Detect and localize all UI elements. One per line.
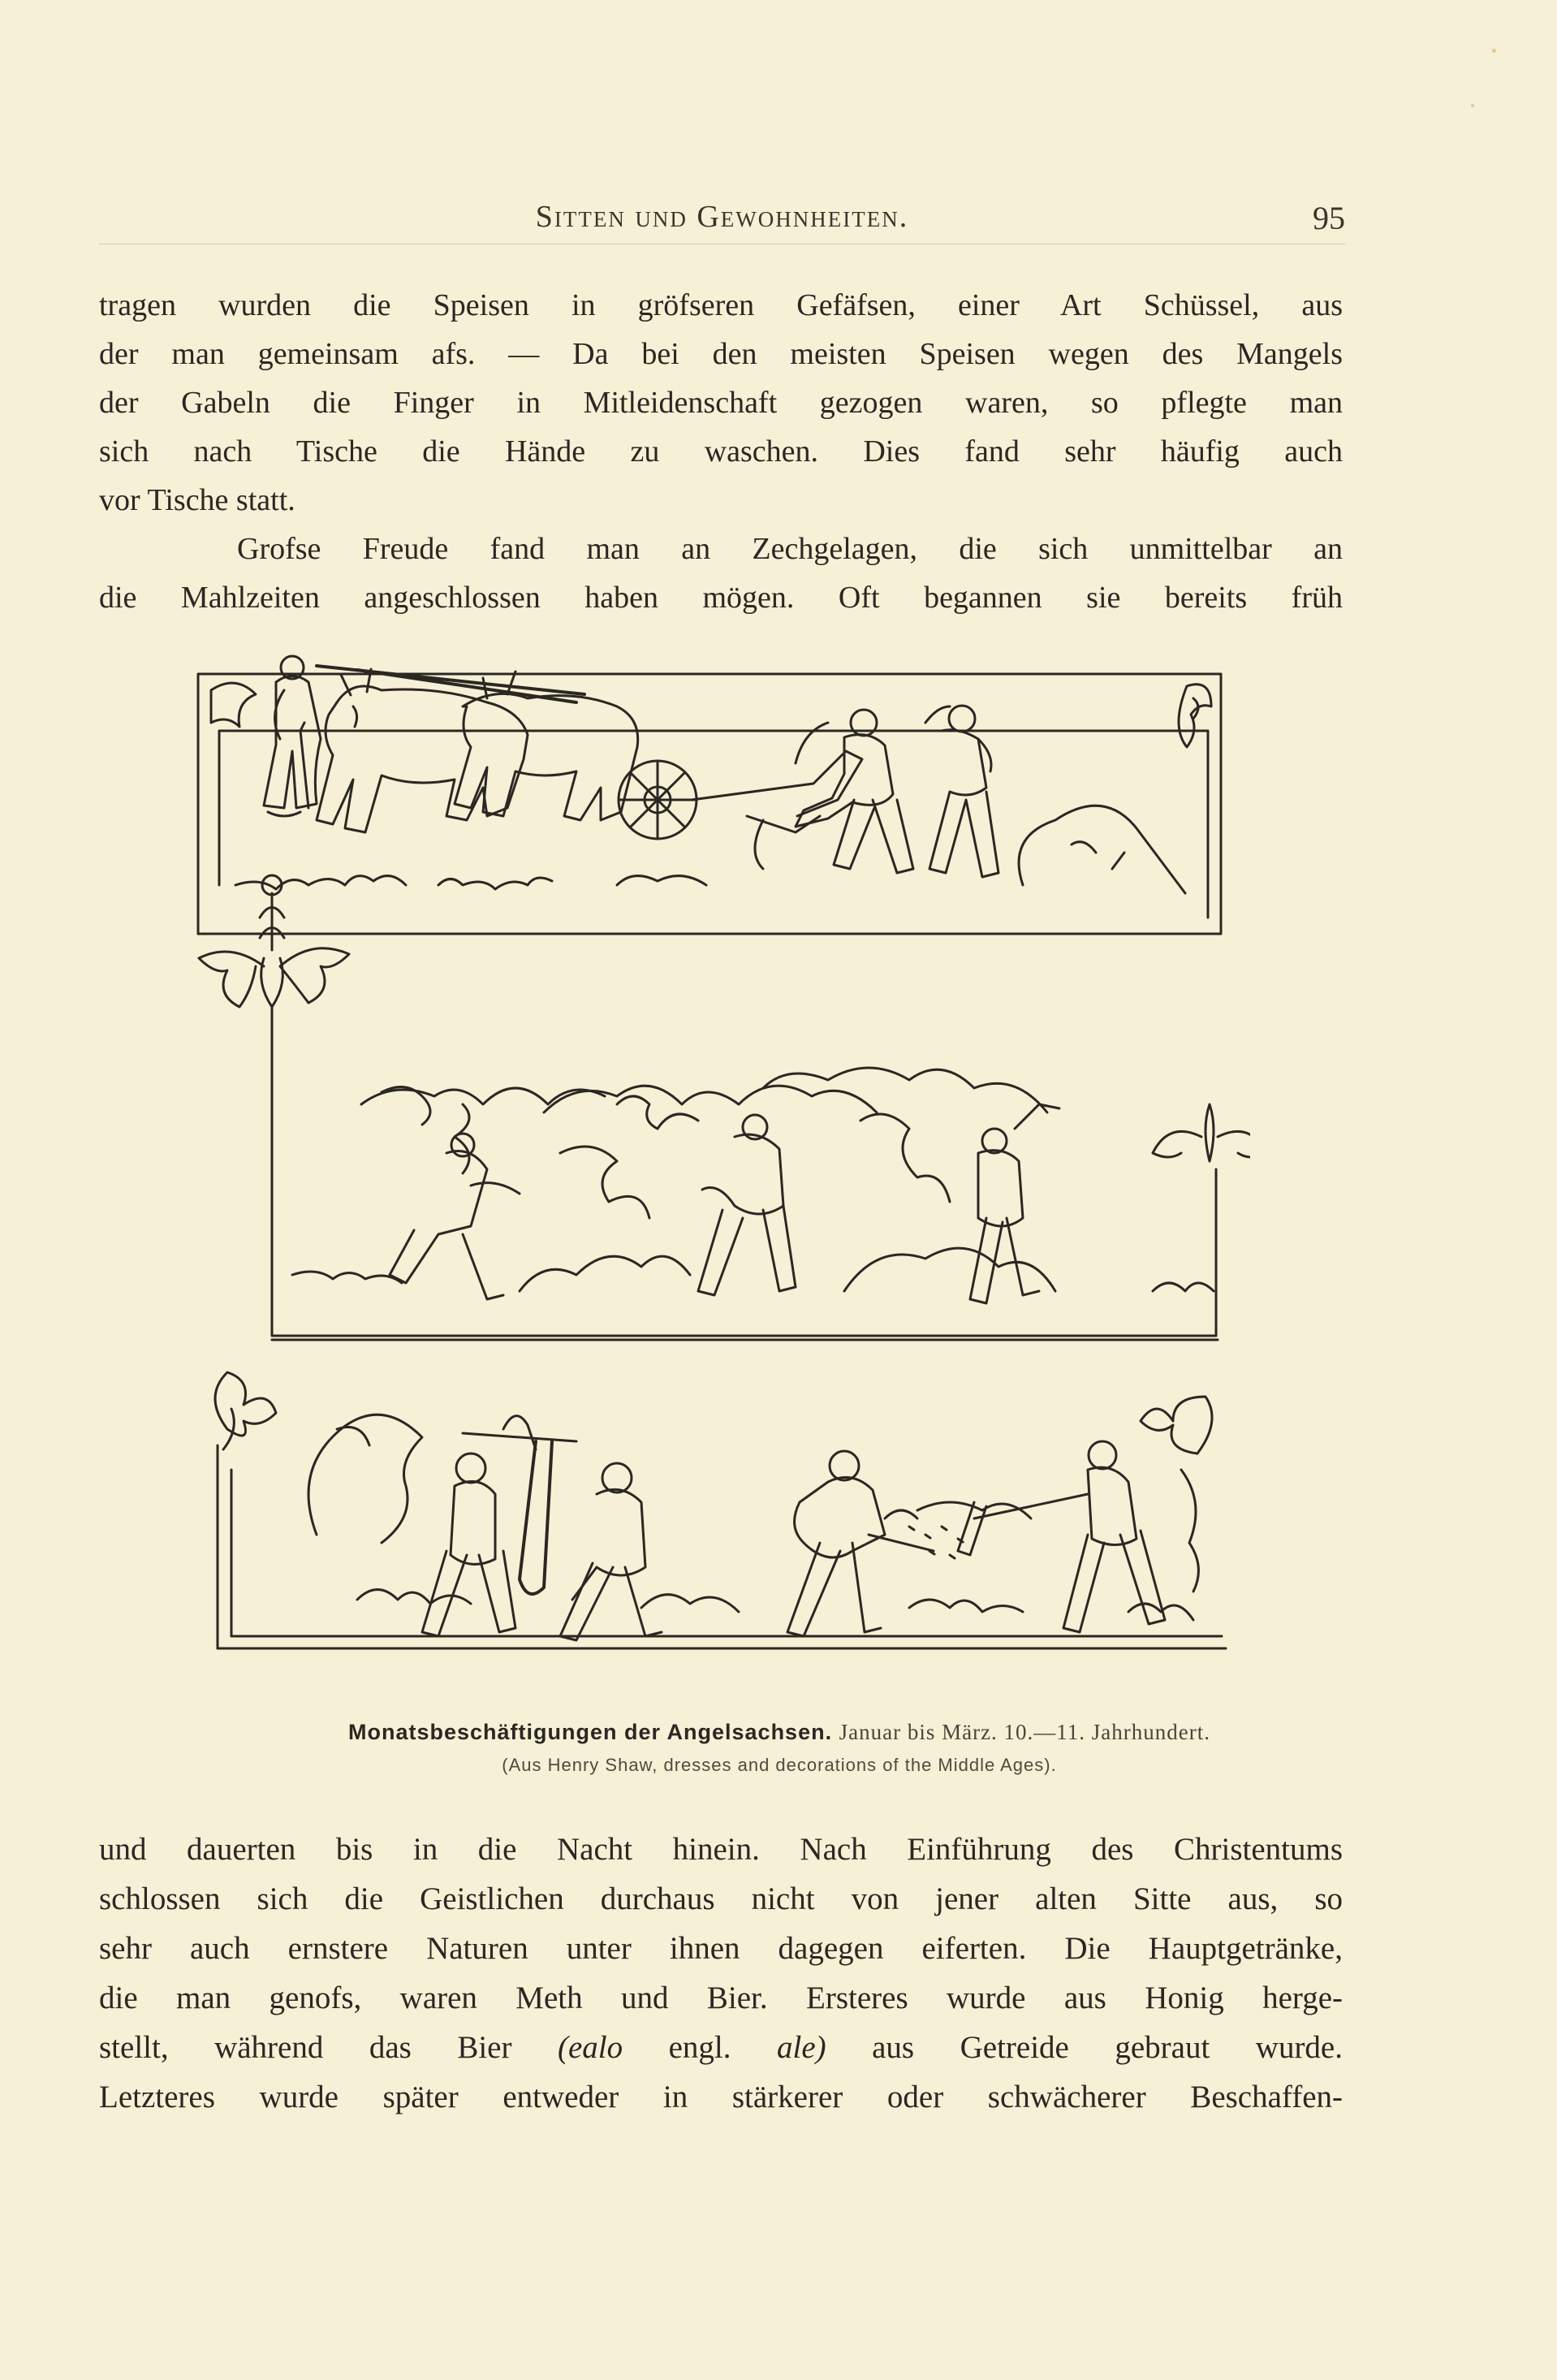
- text-line: schlossen sich die Geistlichen durchaus nicht von jener alten Sitte aus, so: [99, 1881, 1343, 1916]
- text-line: sehr auch ernstere Naturen unter ihnen dagegen eiferten. Die Hauptgetränke,: [99, 1931, 1343, 1966]
- text-line: und dauerten bis in die Nacht hinein. Nach Einführung des Christentums: [99, 1832, 1343, 1867]
- text-run: stellt, während das Bier: [99, 2030, 558, 2065]
- panel-march: [215, 1372, 1226, 1648]
- illustration-svg: [195, 650, 1250, 1697]
- page-number: 95: [1313, 200, 1345, 236]
- text-line: Grofse Freude fand man an Zechgelagen, die sich unmittelbar an: [237, 532, 1343, 566]
- caption-source-suffix: ).: [1044, 1755, 1057, 1775]
- caption-subtitle: Januar bis März. 10.—11. Jahrhundert.: [839, 1720, 1211, 1744]
- panel-january: [198, 656, 1221, 934]
- page-header: [99, 199, 1345, 248]
- caption-source-prefix: (Aus Henry Shaw,: [502, 1755, 664, 1775]
- text-line: Letzteres wurde später entweder in stärkerer oder schwächerer Beschaffen-: [99, 2080, 1343, 2114]
- text-line: vor Tische statt.: [99, 483, 295, 517]
- text-line: tragen wurden die Speisen in gröfseren Gefäfsen, einer Art Schüssel, aus: [99, 288, 1343, 322]
- caption-source: [97, 1755, 1461, 1776]
- text-line: der man gemeinsam afs. — Da bei den meisten Speisen wegen des Mangels: [99, 337, 1343, 371]
- text-line: [99, 2023, 1343, 2072]
- paragraph-top: [99, 281, 1343, 622]
- running-title: Sitten und Gewohnheiten.: [535, 200, 909, 234]
- text-run: engl.: [623, 2030, 777, 2065]
- text-line: der Gabeln die Finger in Mitleidenschaft gezogen waren, so pflegte man: [99, 386, 1343, 420]
- caption-source-title: dresses and decorations of the Middle Ages: [663, 1755, 1045, 1775]
- text-run: aus Getreide gebraut wurde.: [826, 2030, 1343, 2065]
- paper-speck: [1492, 49, 1496, 53]
- caption-title-line: [97, 1720, 1461, 1745]
- paper-speck: [1471, 104, 1474, 107]
- text-line: die Mahlzeiten angeschlossen haben mögen. Oft begannen sie bereits früh: [99, 581, 1343, 615]
- text-run-italic: ale): [776, 2030, 826, 2065]
- caption-title: Monatsbeschäftigungen der Angelsachsen.: [347, 1720, 833, 1744]
- text-run-italic: (ealo: [557, 2030, 623, 2065]
- panel-february: [199, 875, 1250, 1340]
- text-line: die man genofs, waren Meth und Bier. Ersteres wurde aus Honig herge-: [99, 1980, 1343, 2015]
- illustration-months: [195, 650, 1250, 1697]
- text-line: sich nach Tische die Hände zu waschen. Dies fand sehr häufig auch: [99, 434, 1343, 469]
- paragraph-bottom: [99, 1825, 1343, 2122]
- figure-caption: [97, 1720, 1461, 1776]
